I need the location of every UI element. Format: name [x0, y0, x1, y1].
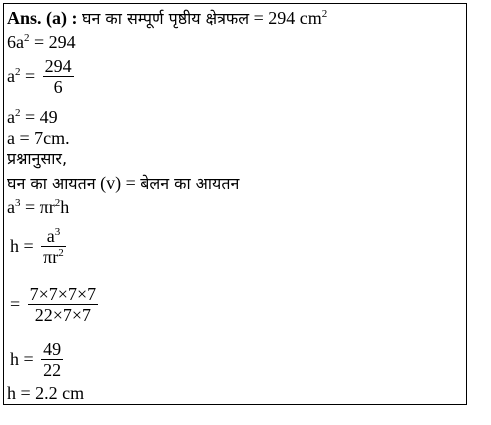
step-2-fraction: [43, 56, 74, 97]
step-8-numerator: [41, 226, 66, 247]
step-7-var: a: [7, 197, 15, 217]
step-7-exponent: 3: [15, 197, 21, 209]
step-8-den-exponent: 2: [58, 247, 64, 259]
step-1-coef: 6a: [7, 32, 24, 52]
step-10-denominator: 22: [43, 360, 62, 380]
step-10: [10, 339, 63, 380]
step-2-numerator: 294: [44, 56, 72, 76]
answer-label: Ans. (a) :: [7, 8, 78, 28]
step-8: [10, 226, 66, 267]
step-9-fraction: [28, 284, 98, 325]
step-5: प्रश्नानुसार,: [7, 149, 68, 168]
step-10-lhs: h =: [10, 349, 34, 369]
step-1-exponent: 2: [24, 32, 30, 44]
step-3-rhs: = 49: [20, 107, 58, 127]
step-3-var: a: [7, 107, 15, 127]
step-1: [7, 32, 76, 52]
step-2-lhs: [7, 66, 35, 87]
step-10-numerator: 49: [43, 339, 62, 359]
step-8-lhs: h =: [10, 236, 34, 256]
step-10-fraction: [41, 339, 63, 380]
step-3-exponent: 2: [15, 107, 21, 119]
step-9-numerator: 7×7×7×7: [29, 284, 97, 304]
step-7-end: h: [60, 197, 70, 217]
step-6-symbol: (v) =: [95, 173, 141, 193]
step-6: [7, 173, 239, 194]
heading-value: = 294 cm: [253, 8, 322, 28]
step-2-denominator: 6: [53, 77, 63, 97]
step-4: a = 7cm.: [7, 128, 70, 148]
step-2-exponent: 2: [15, 66, 21, 78]
answer-heading: [7, 8, 327, 29]
step-11: h = 2.2 cm: [7, 383, 85, 403]
step-8-den-var: πr: [43, 247, 59, 267]
step-8-denominator: [41, 247, 66, 267]
step-2-var: a: [7, 66, 15, 86]
step-8-num-exponent: 3: [54, 226, 61, 238]
step-6-cube-volume: घन का आयतन: [7, 174, 96, 193]
step-6-cylinder-volume: बेलन का आयतन: [140, 174, 240, 193]
step-9-lhs: =: [10, 294, 21, 314]
answer-box: [3, 3, 467, 405]
step-2-equals: =: [20, 66, 36, 86]
heading-unit-exponent: 2: [321, 8, 328, 20]
step-8-num-var: a: [46, 226, 55, 246]
heading-text: घन का सम्पूर्ण पृष्ठीय क्षेत्रफल: [82, 9, 250, 28]
step-7-exponent-2: 2: [54, 197, 61, 209]
step-1-rhs: = 294: [29, 32, 76, 52]
step-2: [7, 56, 74, 97]
step-7: [7, 197, 69, 217]
step-8-fraction: [41, 226, 66, 267]
step-9-denominator: 22×7×7: [34, 305, 92, 325]
step-7-mid: = πr: [20, 197, 55, 217]
step-3: [7, 107, 58, 127]
step-9: [10, 284, 98, 325]
